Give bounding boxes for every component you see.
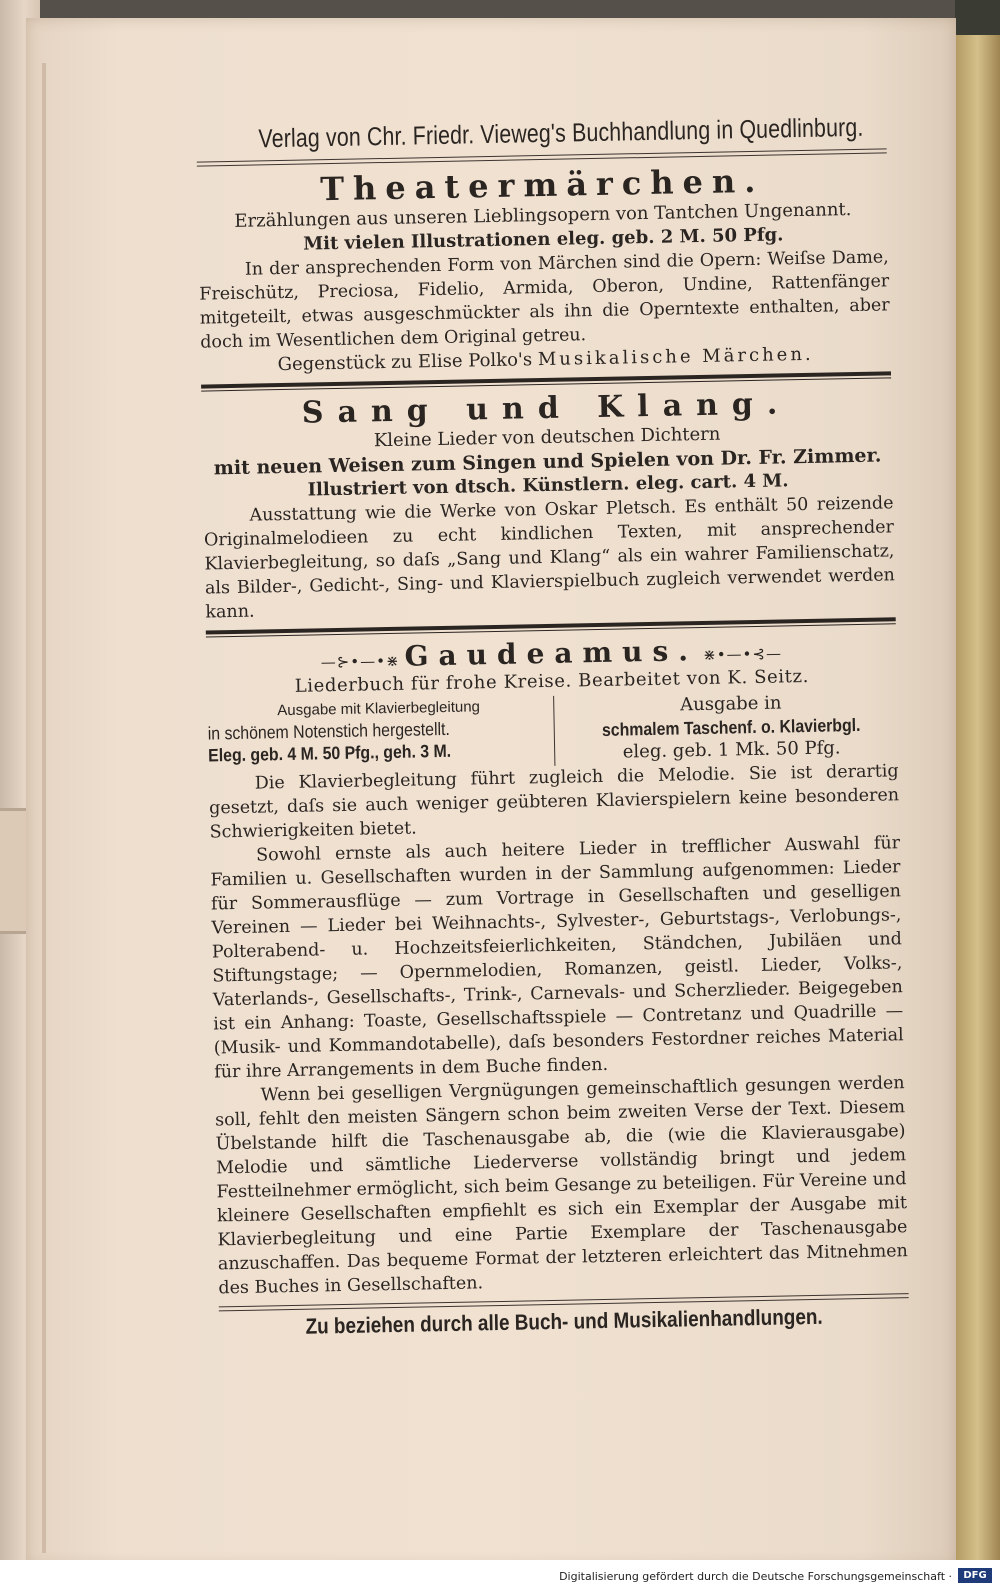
paragraph-3: Wenn bei geselligen Vergnügungen gemeinschaftlich gesungen werden soll, fehlt den meisten Sängern schon beim zweiten Verse der Text. Diesem Übelstande hilft die Taschenausgabe ab, die (wie die Klavierausgabe) Melodie und sämtliche Liederverse vollständig bringt und jedem Festteilnehmer ermöglicht, sich beim Gesange zu beteiligen. Für Vereine und kleinere Gesellschaften empfiehlt es sich ein Exemplar der Ausgabe mit Klavierbegleitung und eine Partie Exemplare der Taschenausgabe anzuschaffen. Das bequeme Format der letzteren erleichtert das Mitnehmen des Buches in Gesellschaften. <box>214 1073 909 1299</box>
counterpart-prefix: Gegenstück zu Elise Polko's <box>277 349 533 376</box>
edition-piano <box>207 696 555 773</box>
section-body: In der ansprechenden Form von Märchen sind die Opern: Weiſse Dame, Freischütz, Preciosa, Fidelio, Armida, Oberon, Undine, Rattenfänger mitgeteilt, etwas ausgeschmückter als ihn die Operntexte enthalten, aber doch im Wesentlichen dem Original getreu. <box>199 247 890 353</box>
edition-price: Eleg. geb. 4 M. 50 Pfg., geh. 3 M. <box>207 740 452 766</box>
section-body: Ausstattung wie die Werke von Oskar Pletsch. Es enthält 50 reizende Originalmelodieen zu echt kindlichen Texten, mit ansprechender Klavierbegleitung, so daſs „Sang und Klang“ als ein wahrer Familienschatz, als Bilder-, Gedicht-, Sing- und Klavierspielbuch zugleich verwendet werden kann. <box>203 493 896 623</box>
credit-text: Digitalisierung gefördert durch die Deutsche Forschungsgemeinschaft · <box>559 1570 952 1583</box>
section-title: Theatermärchen. <box>319 161 765 209</box>
section-subtitle: Erzählungen aus unseren Lieblingsopern von Tantchen Ungenannt. <box>234 199 852 232</box>
section-subtitle: Kleine Lieder von deutschen Dichtern <box>373 423 721 452</box>
section-author-line: mit neuen Weisen zum Singen und Spielen von Dr. Fr. Zimmer. <box>213 444 882 480</box>
editions-table <box>207 689 898 772</box>
dfg-logo: DFG <box>958 1568 992 1583</box>
footer-line: Zu beziehen durch alle Buch- und Musikalienhandlungen. <box>305 1303 823 1339</box>
edition-label: Ausgabe mit Klavierbegleitung <box>277 698 481 720</box>
book-spine <box>955 30 1000 1560</box>
section-gaudeamus <box>206 630 908 1300</box>
section-price: Mit vielen Illustrationen eleg. geb. 2 M. 50 Pfg. <box>303 224 784 255</box>
edition-format: in schönem Notenstich hergestellt. <box>207 718 451 744</box>
paragraph-1: Die Klavierbegleitung führt zugleich die Melodie. Sie ist derartig gesetzt, daſs sie auch weniger geübteren Klavierspielern keine besonderen Schwierigkeiten bietet. <box>209 761 900 843</box>
ornament-left: —⊱•—•⋇ <box>320 651 400 672</box>
section-theatermaerchen <box>197 159 891 378</box>
edition-format: schmalem Taschenf. o. Klavierbgl. <box>601 714 861 740</box>
page-edge-line <box>42 63 46 1553</box>
section-title: Sang und Klang. <box>301 386 792 431</box>
edition-label: Ausgabe in <box>679 692 782 716</box>
edition-price: eleg. geb. 1 Mk. 50 Pfg. <box>622 737 841 763</box>
section-sang-und-klang <box>201 384 895 624</box>
section-title: Gaudeamus. <box>404 634 699 673</box>
section-price: Illustriert von dtsch. Künstlern. eleg. cart. 4 M. <box>307 470 789 501</box>
section-subtitle: Liederbuch für frohe Kreise. Bearbeitet von K. Seitz. <box>294 665 810 697</box>
counterpart-title: Musikalische Märchen. <box>537 343 814 371</box>
ornament-right: ⋇•—•⊰— <box>702 644 783 664</box>
digitization-credit <box>0 1560 1000 1591</box>
edition-pocket <box>554 689 898 766</box>
scan-corner <box>955 0 1000 35</box>
page-content <box>196 111 909 1341</box>
publisher-heading: Verlag von Chr. Friedr. Vieweg's Buchhandlung in Quedlinburg. <box>258 111 864 154</box>
paragraph-2: Sowohl ernste als auch heitere Lieder in trefflicher Auswahl für Familien u. Gesellschaften wurden in der Sammlung aufgenommen: Lieder für Sommerausflüge — zum Vortrage in Gesellschaften und geselligen Vereinen — Lieder bei Weihnachts-, Sylvester-, Geburtstags-, Verlobungs-, Polterabend- u. Hochzeitsfeierlichkeiten, Ständchen, Jubiläen und Stiftungstage; — Opernmelodien, Romanzen, geistl. Lieder, Volks-, Vaterlands-, Gesellschafts-, Trink-, Carnevals- und Scherzlieder. Beigegeben ist ein Anhang: Toaste, Gesellschaftsspiele — Contretanz und Quadrille — (Musik- und Kommandotabelle), daſs besonders Festordner reiches Material für ihre Arrangements in dem Buche finden. <box>210 833 904 1083</box>
